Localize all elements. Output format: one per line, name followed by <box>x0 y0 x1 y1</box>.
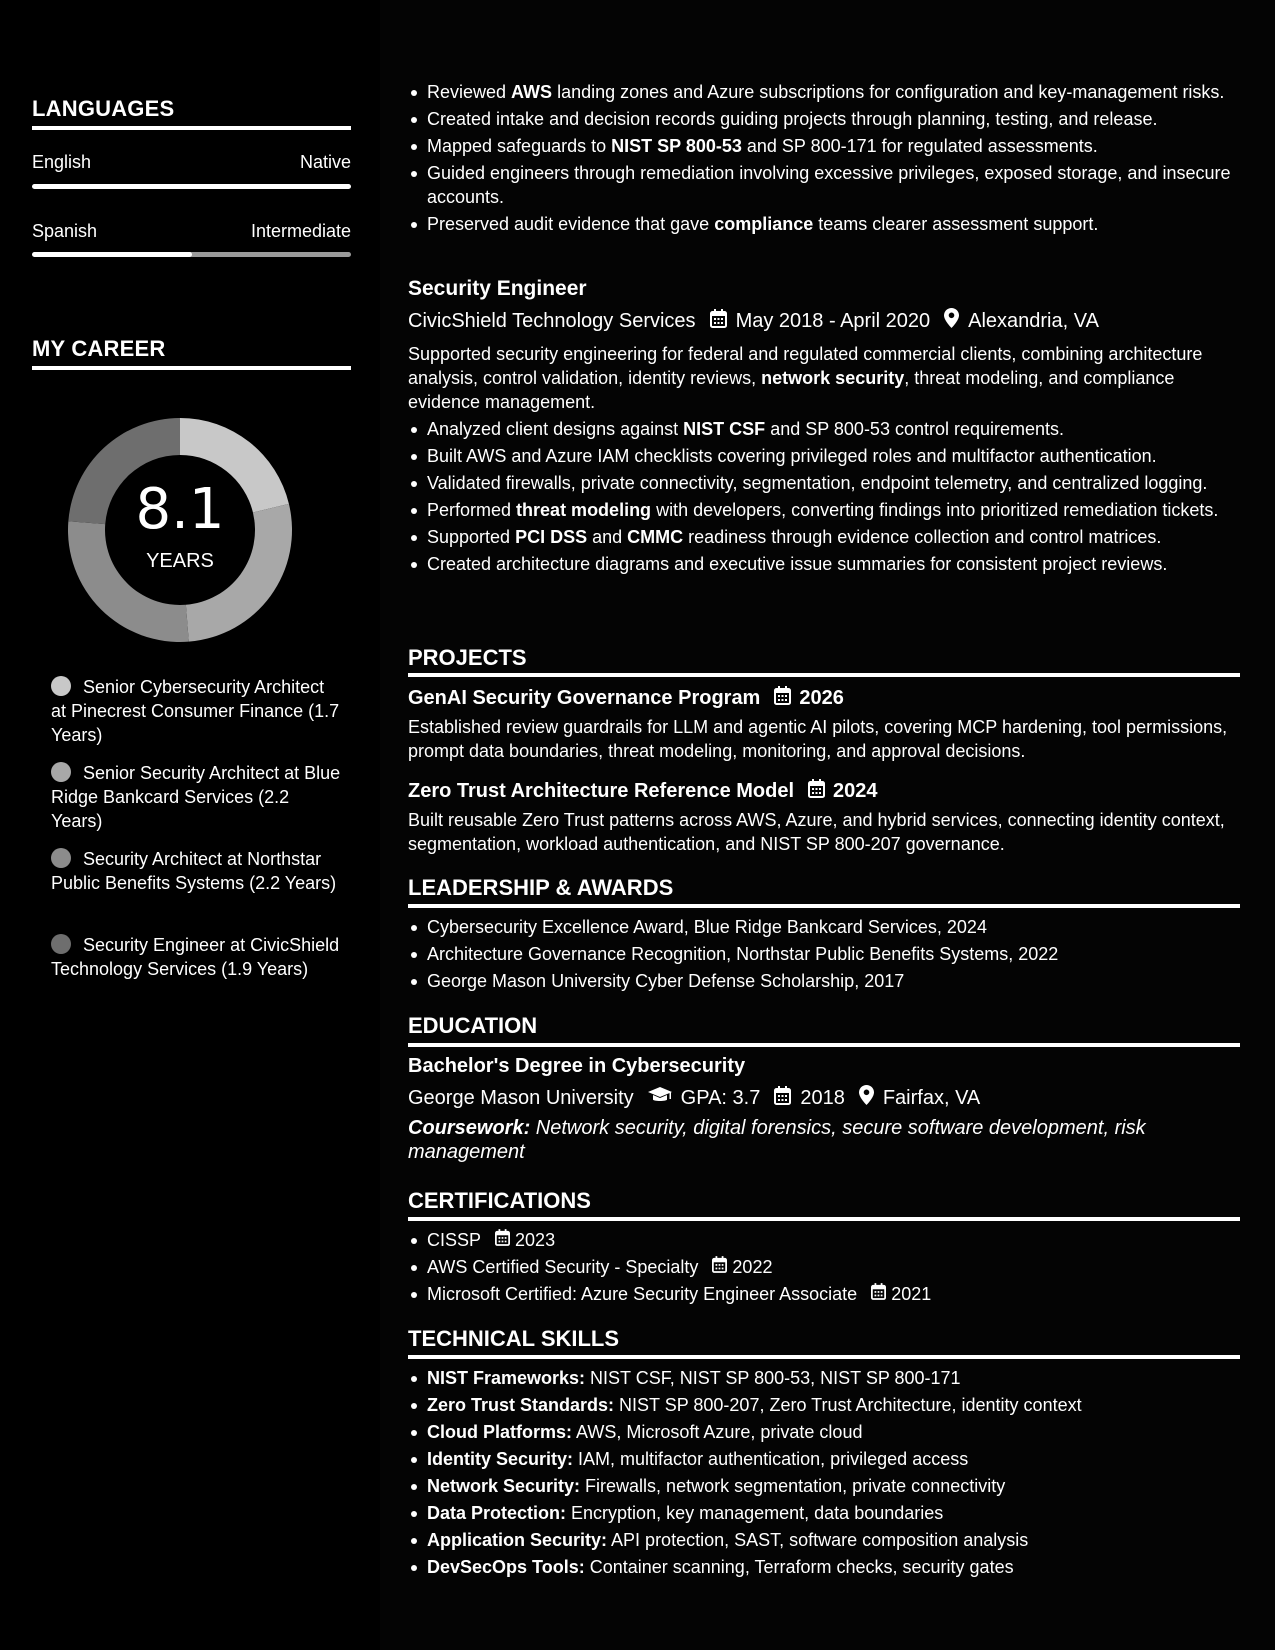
language-proficiency-fill <box>32 184 351 189</box>
cert-year: 2021 <box>891 1284 932 1304</box>
legend-dot <box>51 676 71 696</box>
career-rule <box>32 366 351 370</box>
job-summary: Supported security engineering for federal and regulated commercial clients, combining architecture analysis, control validation, identity reviews, network security, threat modeling, and compliance evidence management. <box>408 344 1203 412</box>
project-year: 2026 <box>799 687 844 709</box>
language-name: English <box>32 152 92 172</box>
leadership-rule <box>408 904 1240 908</box>
career-item-text: Senior Security Architect at Blue Ridge Bankcard Services (2.2 Years) <box>51 763 341 831</box>
gpa: GPA: 3.7 <box>680 1086 761 1109</box>
education-meta <box>408 1085 1240 1111</box>
list-item <box>408 1255 1240 1279</box>
list-item: Guided engineers through remediation involving excessive privileges, exposed storage, and insecure accounts. <box>408 161 1240 209</box>
calendar-icon <box>712 1255 727 1279</box>
leadership-list <box>408 915 1240 996</box>
languages-rule <box>32 126 351 130</box>
career-total-years: 8.1 <box>135 477 225 542</box>
cert-year: 2023 <box>515 1230 556 1250</box>
list-item: Cybersecurity Excellence Award, Blue Ridge Bankcard Services, 2024 <box>408 915 1240 939</box>
graduation-cap-icon <box>648 1086 672 1110</box>
list-item: Application Security: API protection, SAST, software composition analysis <box>408 1528 1240 1552</box>
job-location: Alexandria, VA <box>968 309 1099 332</box>
cert-year: 2022 <box>732 1257 773 1277</box>
career-item-text: Security Engineer at CivicShield Technology Services (1.9 Years) <box>51 935 340 979</box>
location-pin-icon <box>944 308 959 334</box>
list-item: Validated firewalls, private connectivity, segmentation, endpoint telemetry, and centralized logging. <box>408 471 1240 495</box>
list-item: Created architecture diagrams and executive issue summaries for consistent project reviews. <box>408 552 1240 576</box>
project-year: 2024 <box>833 780 878 802</box>
education-rule <box>408 1043 1240 1047</box>
language-level: Intermediate <box>250 221 351 241</box>
degree-title: Bachelor's Degree in Cybersecurity <box>408 1055 746 1077</box>
location-pin-icon <box>859 1085 874 1111</box>
skills-rule <box>408 1355 1240 1359</box>
career-item <box>51 847 341 895</box>
languages-heading: LANGUAGES <box>32 96 175 121</box>
graduation-year: 2018 <box>800 1086 845 1109</box>
job-title: Security Engineer <box>408 277 587 300</box>
calendar-icon <box>808 779 825 804</box>
list-item: Analyzed client designs against NIST CSF and SP 800-53 control requirements. <box>408 417 1240 441</box>
list-item: NIST Frameworks: NIST CSF, NIST SP 800-53, NIST SP 800-171 <box>408 1366 1240 1390</box>
career-item <box>51 675 341 747</box>
list-item: Cloud Platforms: AWS, Microsoft Azure, private cloud <box>408 1420 1240 1444</box>
language-level: Native <box>299 152 351 172</box>
career-item <box>51 933 341 981</box>
projects-rule <box>408 673 1240 677</box>
legend-dot <box>51 848 71 868</box>
calendar-icon <box>710 309 727 334</box>
list-item: DevSecOps Tools: Container scanning, Terraform checks, security gates <box>408 1555 1240 1579</box>
certifications-heading: CERTIFICATIONS <box>408 1188 591 1213</box>
leadership-heading: LEADERSHIP & AWARDS <box>408 875 674 900</box>
career-total-unit: YEARS <box>146 550 214 572</box>
language-proficiency-bar <box>32 252 351 257</box>
calendar-icon <box>871 1282 886 1306</box>
list-item <box>408 1228 1240 1252</box>
school-name: George Mason University <box>408 1086 634 1109</box>
certifications-list <box>408 1228 1240 1309</box>
list-item: Zero Trust Standards: NIST SP 800-207, Zero Trust Architecture, identity context <box>408 1393 1240 1417</box>
list-item: Reviewed AWS landing zones and Azure subscriptions for configuration and key-management risks. <box>408 80 1240 104</box>
list-item: Mapped safeguards to NIST SP 800-53 and SP 800-171 for regulated assessments. <box>408 134 1240 158</box>
skills-list <box>408 1366 1240 1582</box>
list-item: Supported PCI DSS and CMMC readiness through evidence collection and control matrices. <box>408 525 1240 549</box>
list-item: Preserved audit evidence that gave compliance teams clearer assessment support. <box>408 212 1240 236</box>
list-item <box>408 1282 1240 1306</box>
list-item: Performed threat modeling with developers, converting findings into prioritized remediation tickets. <box>408 498 1240 522</box>
project-description: Built reusable Zero Trust patterns across AWS, Azure, and hybrid services, connecting identity context, segmentation, workload authentication, and NIST SP 800-207 governance. <box>408 810 1225 854</box>
calendar-icon <box>774 686 791 711</box>
calendar-icon <box>774 1086 791 1111</box>
job-company: CivicShield Technology Services <box>408 309 696 332</box>
legend-dot <box>51 762 71 782</box>
list-item: Network Security: Firewalls, network segmentation, private connectivity <box>408 1474 1240 1498</box>
career-item <box>51 761 341 833</box>
cert-name: CISSP <box>427 1230 482 1250</box>
skills-heading: TECHNICAL SKILLS <box>408 1326 620 1351</box>
career-heading: MY CAREER <box>32 336 166 361</box>
list-item: Data Protection: Encryption, key management, data boundaries <box>408 1501 1240 1525</box>
list-item: Created intake and decision records guiding projects through planning, testing, and release. <box>408 107 1240 131</box>
list-item: Architecture Governance Recognition, Northstar Public Benefits Systems, 2022 <box>408 942 1240 966</box>
legend-dot <box>51 934 71 954</box>
career-item-text: Senior Cybersecurity Architect at Pinecrest Consumer Finance (1.7 Years) <box>51 677 340 745</box>
calendar-icon <box>495 1228 510 1252</box>
job-bullets <box>408 417 1240 579</box>
career-item-text: Security Architect at Northstar Public Benefits Systems (2.2 Years) <box>51 849 337 893</box>
language-name: Spanish <box>32 221 98 241</box>
job-dates: May 2018 - April 2020 <box>735 309 931 332</box>
list-item: Identity Security: IAM, multifactor authentication, privileged access <box>408 1447 1240 1471</box>
school-location: Fairfax, VA <box>882 1086 981 1109</box>
previous-role-bullets <box>408 80 1240 239</box>
coursework: Coursework: Network security, digital forensics, secure software development, risk management <box>408 1117 1146 1163</box>
list-item: Built AWS and Azure IAM checklists covering privileged roles and multifactor authentication. <box>408 444 1240 468</box>
certifications-rule <box>408 1217 1240 1221</box>
cert-name: Microsoft Certified: Azure Security Engineer Associate <box>427 1284 858 1304</box>
cert-name: AWS Certified Security - Specialty <box>427 1257 699 1277</box>
education-heading: EDUCATION <box>408 1013 538 1038</box>
project-title: Zero Trust Architecture Reference Model 2024 <box>408 780 878 802</box>
job-meta <box>408 308 1240 334</box>
projects-heading: PROJECTS <box>408 645 527 670</box>
list-item: George Mason University Cyber Defense Scholarship, 2017 <box>408 969 1240 993</box>
language-proficiency-bar <box>32 184 351 189</box>
language-proficiency-fill <box>32 252 192 257</box>
project-description: Established review guardrails for LLM and agentic AI pilots, covering MCP hardening, tool permissions, prompt data boundaries, threat modeling, monitoring, and approval decisions. <box>408 717 1228 761</box>
project-title: GenAI Security Governance Program 2026 <box>408 687 844 709</box>
